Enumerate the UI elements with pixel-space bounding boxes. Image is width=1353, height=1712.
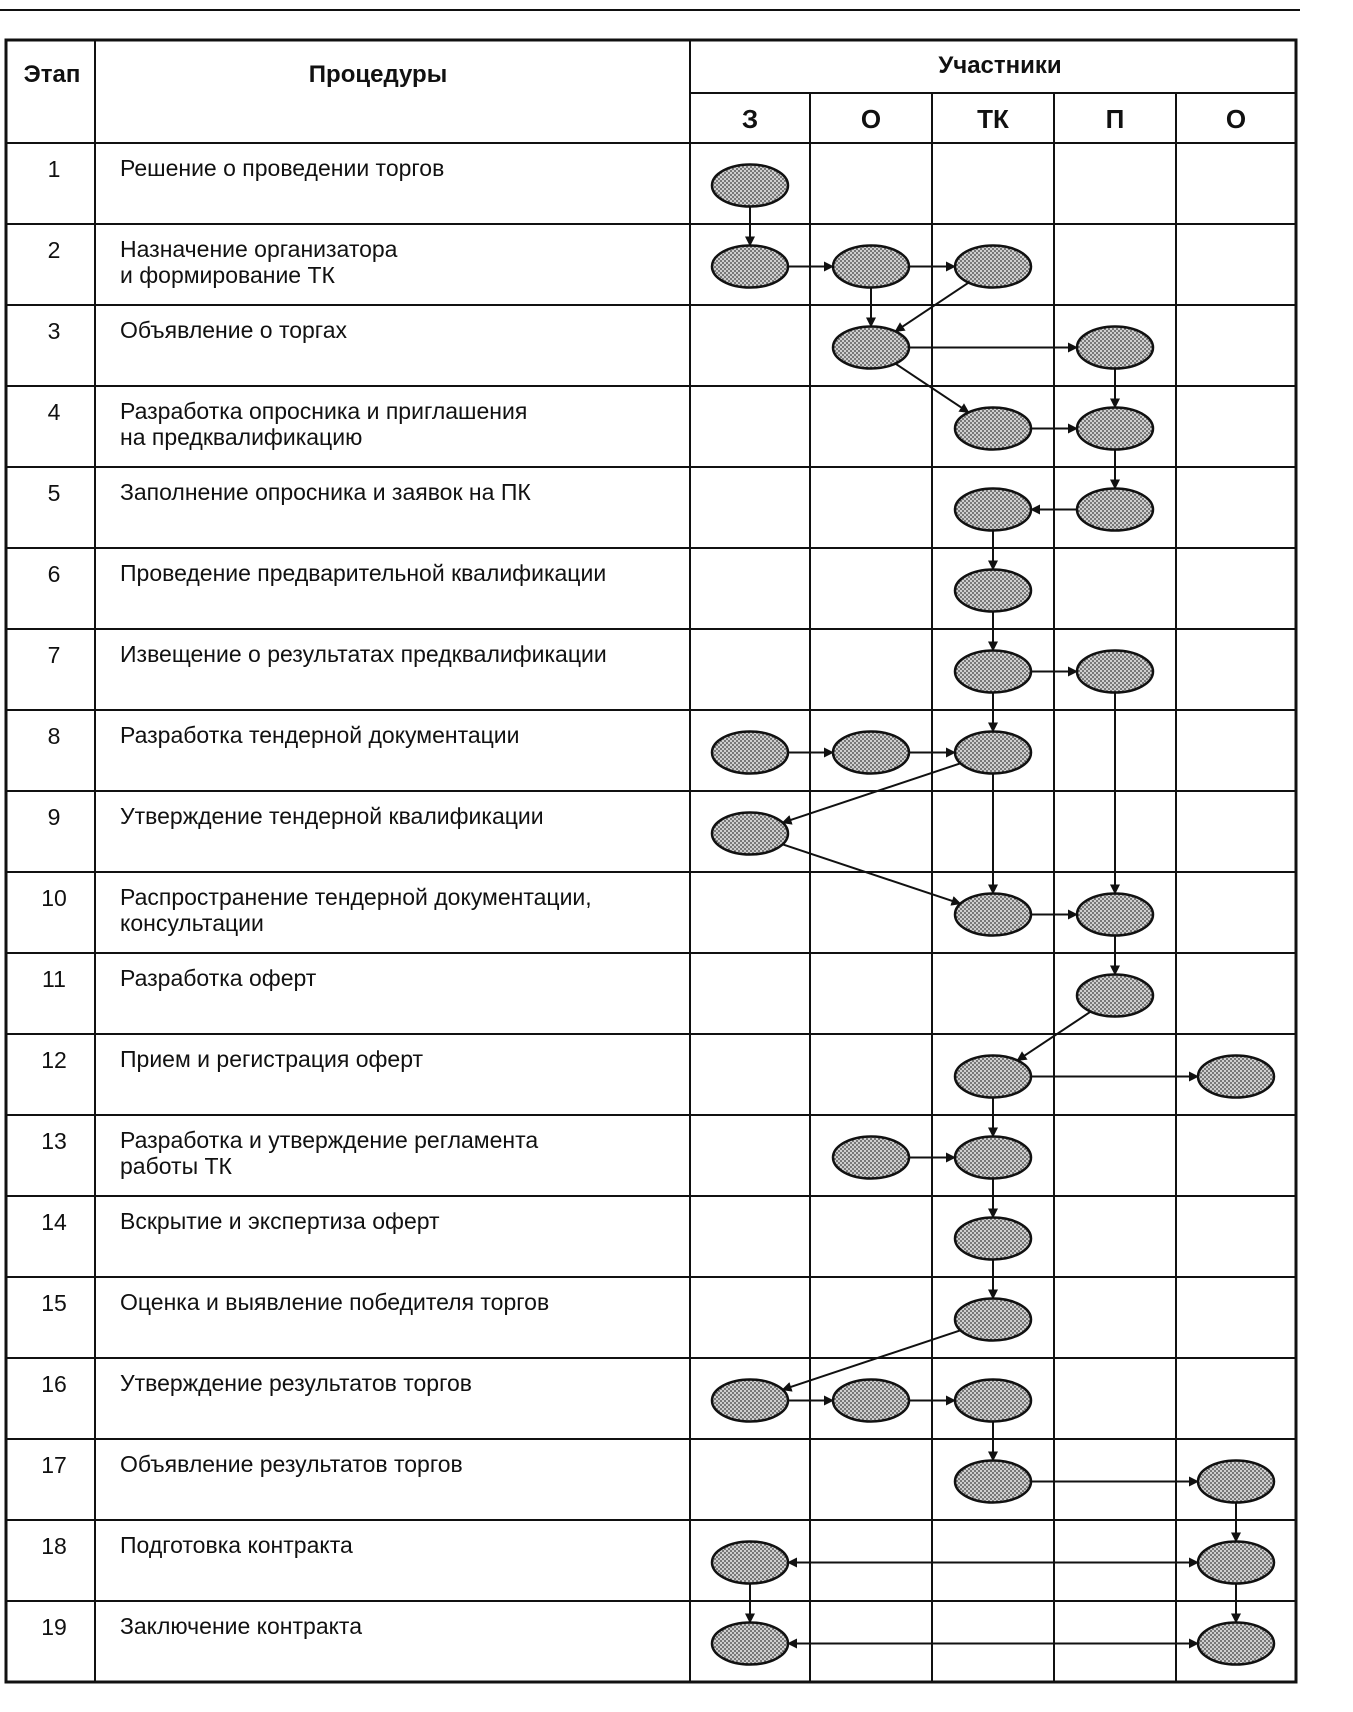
flow-node — [955, 408, 1031, 450]
flow-node — [712, 1380, 788, 1422]
participant-header: О — [860, 104, 882, 134]
flow-node — [833, 246, 909, 288]
participants-header: Участники — [938, 52, 1062, 79]
stage-number: 15 — [41, 1290, 67, 1316]
flow-node — [955, 1137, 1031, 1179]
procedure-text: Разработка оферт — [120, 965, 317, 991]
procedure-text: Разработка и утверждение регламента — [120, 1127, 539, 1153]
flow-node — [833, 1137, 909, 1179]
flow-node — [955, 1380, 1031, 1422]
flow-node — [712, 1623, 788, 1665]
stage-number: 19 — [41, 1614, 67, 1640]
procedure-text: на предквалификацию — [120, 424, 363, 450]
stage-number: 16 — [41, 1371, 67, 1397]
procedure-text: Проведение предварительной квалификации — [120, 560, 607, 586]
procedure-text: Объявление о торгах — [120, 317, 347, 343]
participant-header: ТК — [977, 104, 1009, 134]
stage-number: 8 — [47, 723, 61, 749]
stage-number: 4 — [47, 399, 61, 425]
flow-node — [1077, 489, 1153, 531]
flow-node — [1077, 327, 1153, 369]
stage-column-header: Этап — [23, 61, 81, 88]
flow-node — [955, 489, 1031, 531]
flow-node — [712, 165, 788, 207]
stage-number: 14 — [41, 1209, 67, 1235]
stage-number: 2 — [47, 237, 61, 263]
stage-number: 11 — [42, 966, 66, 992]
stage-number: 5 — [47, 480, 61, 506]
flow-node — [1198, 1542, 1274, 1584]
flow-node — [712, 732, 788, 774]
procedure-text: Заключение контракта — [120, 1613, 362, 1639]
flow-node — [1077, 975, 1153, 1017]
procedure-text: Подготовка контракта — [120, 1532, 353, 1558]
flow-node — [955, 1461, 1031, 1503]
procedure-text: Назначение организатора — [120, 236, 398, 262]
procedure-text: Заполнение опросника и заявок на ПК — [120, 479, 531, 505]
flow-node — [712, 1542, 788, 1584]
procedure-text: Объявление результатов торгов — [120, 1451, 463, 1477]
stage-number: 3 — [47, 318, 61, 344]
stage-number: 9 — [47, 804, 61, 830]
flow-node — [712, 246, 788, 288]
flow-node — [955, 1056, 1031, 1098]
participant-header: П — [1105, 104, 1125, 134]
flow-node — [955, 570, 1031, 612]
stage-number: 1 — [47, 156, 61, 182]
flow-node — [955, 732, 1031, 774]
flow-node — [833, 327, 909, 369]
flow-node — [1077, 408, 1153, 450]
procedure-text: Оценка и выявление победителя торгов — [120, 1289, 550, 1315]
procedure-text: Распространение тендерной документации, — [120, 884, 592, 910]
procedure-text: Разработка тендерной документации — [120, 722, 520, 748]
participant-header: З — [741, 104, 759, 134]
procedure-text: Вскрытие и экспертиза оферт — [120, 1208, 440, 1234]
flow-node — [955, 894, 1031, 936]
flow-node — [1198, 1056, 1274, 1098]
participant-headers — [742, 104, 1246, 134]
flow-node — [955, 1299, 1031, 1341]
procedure-text: Извещение о результатах предквалификации — [120, 641, 607, 667]
procedure-text: консультации — [120, 910, 264, 936]
flow-node — [955, 1218, 1031, 1260]
procedure-text: Утверждение результатов торгов — [120, 1370, 472, 1396]
stage-number: 6 — [47, 561, 61, 587]
flow-node — [833, 732, 909, 774]
procedure-text: Разработка опросника и приглашения — [120, 398, 528, 424]
participant-header: О — [1225, 104, 1247, 134]
procedure-text: и формирование ТК — [120, 262, 335, 288]
flow-node — [833, 1380, 909, 1422]
stage-number: 13 — [41, 1128, 67, 1154]
flow-node — [955, 651, 1031, 693]
stage-number: 18 — [41, 1533, 67, 1559]
procedure-text: Прием и регистрация оферт — [120, 1046, 424, 1072]
flow-node — [712, 813, 788, 855]
flow-node — [955, 246, 1031, 288]
flow-node — [1198, 1623, 1274, 1665]
stage-number: 17 — [41, 1452, 67, 1478]
stage-number: 7 — [47, 642, 61, 668]
procedure-text: Решение о проведении торгов — [120, 155, 445, 181]
stage-number: 10 — [41, 885, 67, 911]
procedure-text: Утверждение тендерной квалификации — [120, 803, 544, 829]
stage-rows — [41, 155, 607, 1640]
flow-node — [1077, 894, 1153, 936]
procedure-text: работы ТК — [120, 1153, 232, 1179]
flow-node — [1198, 1461, 1274, 1503]
procedures-column-header: Процедуры — [308, 61, 448, 88]
stage-number: 12 — [41, 1047, 67, 1073]
flow-node — [1077, 651, 1153, 693]
